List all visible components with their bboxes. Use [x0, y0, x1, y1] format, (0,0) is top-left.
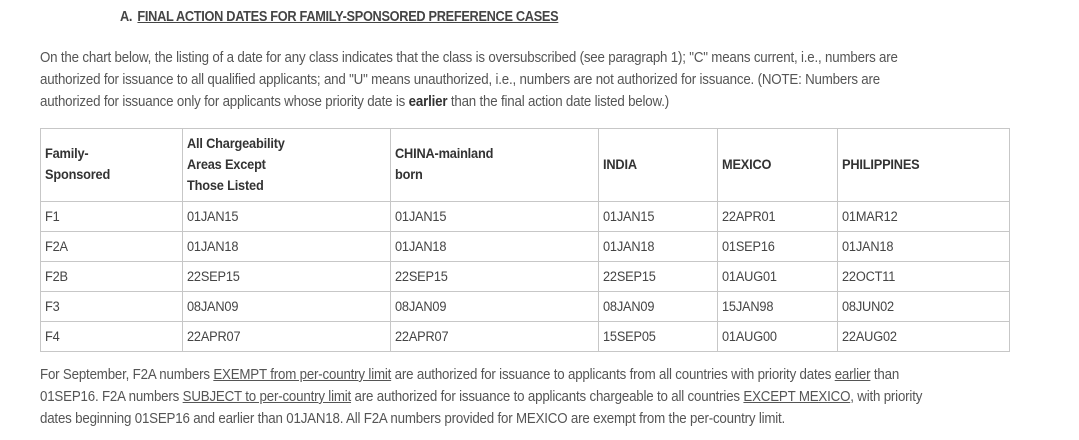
note-earlier-term: earlier: [834, 367, 871, 383]
table-cell: 15JAN98: [718, 292, 838, 322]
header-all-chargeability: All Chargeability Areas Except Those Listed: [182, 129, 390, 202]
table-cell: 08JAN09: [390, 292, 599, 322]
table-cell: F2B: [41, 262, 183, 292]
table-cell: 22SEP15: [182, 262, 390, 292]
table-cell: 22APR07: [182, 322, 390, 352]
table-cell: 01MAR12: [838, 202, 1010, 232]
table-cell: 22SEP15: [390, 262, 599, 292]
table-row: [41, 232, 1010, 262]
table-cell: 22AUG02: [838, 322, 1010, 352]
table-cell: F2A: [41, 232, 183, 262]
note-exempt-term: EXEMPT from per-country limit: [213, 367, 392, 383]
table-cell: 01JAN18: [838, 232, 1010, 262]
note-except-mexico-term: EXCEPT MEXICO: [743, 389, 851, 405]
header-philippines: PHILIPPINES: [838, 129, 1010, 202]
final-action-dates-table: [40, 128, 1010, 352]
table-cell: F3: [41, 292, 183, 322]
intro-line-3-end: than the final action date listed below.): [447, 94, 669, 110]
header-mexico: MEXICO: [718, 129, 838, 202]
table-cell: 08JAN09: [599, 292, 718, 322]
table-cell: 01JAN15: [182, 202, 390, 232]
table-cell: 01JAN15: [390, 202, 599, 232]
table-row: [41, 262, 1010, 292]
intro-paragraph: [40, 47, 974, 113]
intro-line-3: [40, 91, 974, 113]
header-family-sponsored: Family- Sponsored: [41, 129, 183, 202]
f2a-note-paragraph: [40, 364, 974, 430]
note-line-3: dates beginning 01SEP16 and earlier than 01JAN18. All F2A numbers provided for MEXICO are exempt from the per-country limit.: [40, 411, 786, 427]
table-cell: 01JAN18: [182, 232, 390, 262]
table-cell: 22SEP15: [599, 262, 718, 292]
note-line-2: 01SEP16. F2A numbers SUBJECT to per-country limit are authorized for issuance to applicants chargeable to all countries EXCEPT MEXICO, with priority: [40, 389, 923, 405]
table-cell: 08JUN02: [838, 292, 1010, 322]
intro-line-1: On the chart below, the listing of a date for any class indicates that the class is oversubscribed (see paragraph 1); "C" means current, i.e., numbers are: [40, 50, 898, 66]
table-cell: 01SEP16: [718, 232, 838, 262]
table-cell: 15SEP05: [599, 322, 718, 352]
header-china-mainland: CHINA-mainland born: [390, 129, 599, 202]
intro-emphasis-earlier: earlier: [408, 94, 448, 110]
note-subject-term: SUBJECT to per-country limit: [182, 389, 352, 405]
table-cell: 01JAN18: [390, 232, 599, 262]
table-header-row: [41, 129, 1010, 202]
header-india: INDIA: [599, 129, 718, 202]
table-cell: 01JAN15: [599, 202, 718, 232]
table-row: [41, 292, 1010, 322]
table-cell: 01AUG00: [718, 322, 838, 352]
table-cell: F1: [41, 202, 183, 232]
intro-line-3-start: authorized for issuance only for applicants whose priority date is: [40, 94, 409, 110]
table-cell: 22APR01: [718, 202, 838, 232]
section-heading: [120, 9, 558, 25]
table-cell: 01JAN18: [599, 232, 718, 262]
table-cell: 01AUG01: [718, 262, 838, 292]
table-cell: 08JAN09: [182, 292, 390, 322]
table-row: [41, 202, 1010, 232]
intro-line-2: authorized for issuance to all qualified applicants; and "U" means unauthorized, i.e., numbers are not authorized for issuance. (NOTE: Numbers are: [40, 72, 881, 88]
note-line-1: For September, F2A numbers EXEMPT from per-country limit are authorized for issuance to applicants from all countries with priority dates earlier than: [40, 367, 900, 383]
table-cell: F4: [41, 322, 183, 352]
section-title: FINAL ACTION DATES FOR FAMILY-SPONSORED PREFERENCE CASES: [137, 9, 559, 25]
section-letter: A.: [120, 9, 133, 25]
table-cell: 22APR07: [390, 322, 599, 352]
table-cell: 22OCT11: [838, 262, 1010, 292]
table-row: [41, 322, 1010, 352]
